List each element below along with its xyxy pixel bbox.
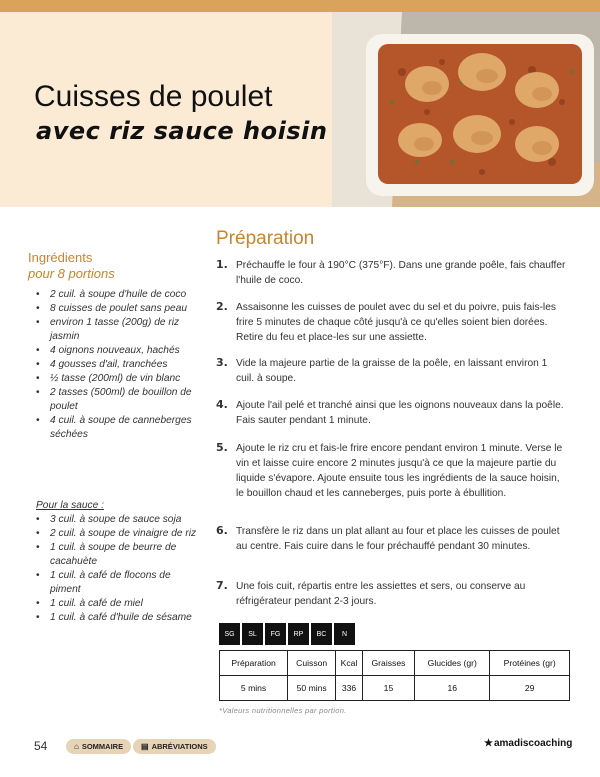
step-number: 6. [216, 524, 228, 537]
recipe-title: Cuisses de poulet [34, 80, 273, 113]
nutrition-value-row [220, 676, 570, 701]
step-number: 2. [216, 300, 228, 313]
nutrition-header: Graisses [362, 651, 414, 676]
ingredient-item: • 8 cuisses de poulet sans peau [30, 302, 200, 316]
abbreviations-label: ABRÉVIATIONS [151, 742, 208, 751]
ingredient-item: • ½ tasse (200ml) de vin blanc [30, 372, 200, 386]
recipe-photo [332, 12, 600, 207]
star-icon: ★ [484, 738, 493, 749]
step-number: 4. [216, 398, 228, 411]
step-text: Une fois cuit, répartis entre les assiettes et sers, ou conserve au réfrigérateur pendant 2-3 jours. [236, 581, 526, 607]
diet-tag: SL [242, 623, 263, 645]
summary-button[interactable] [66, 739, 131, 754]
nutrition-value: 29 [490, 676, 570, 701]
nutrition-header: Kcal [336, 651, 363, 676]
sauce-ingredients-list [30, 513, 200, 625]
nutrition-value: 16 [415, 676, 490, 701]
diet-tag: BC [311, 623, 332, 645]
top-accent-bar [0, 0, 600, 12]
nutrition-header: Cuisson [288, 651, 336, 676]
nutrition-header: Protéines (gr) [490, 651, 570, 676]
recipe-subtitle: avec riz sauce hoisin [36, 117, 328, 145]
step-number: 3. [216, 356, 228, 369]
diet-tag: N [334, 623, 355, 645]
home-icon: ⌂ [74, 742, 79, 751]
diet-tag: RP [288, 623, 309, 645]
step-text: Ajoute l'ail pelé et tranché ainsi que les oignons nouveaux dans la poêle. Fais sauter pendant 1 minute. [236, 400, 564, 426]
ingredients-title: Ingrédients [28, 250, 93, 265]
sauce-ingredient-item: • 3 cuil. à soupe de sauce soja [30, 513, 200, 527]
nutrition-value: 15 [362, 676, 414, 701]
sauce-ingredient-item: • 1 cuil. à café d'huile de sésame [30, 611, 200, 625]
ingredient-item: • 4 gousses d'ail, tranchées [30, 358, 200, 372]
sauce-label: Pour la sauce : [36, 500, 104, 511]
abbreviations-button[interactable] [133, 739, 216, 754]
sauce-ingredient-item: • 1 cuil. à café de miel [30, 597, 200, 611]
nutrition-value: 336 [336, 676, 363, 701]
ingredient-item: • environ 1 tasse (200g) de riz jasmin [30, 316, 200, 344]
nutrition-header-row [220, 651, 570, 676]
ingredients-list [30, 288, 200, 442]
ingredients-portions: pour 8 portions [28, 266, 115, 281]
nutrition-value: 5 mins [220, 676, 288, 701]
brand-name: amadiscoaching [493, 738, 573, 749]
nutrition-value: 50 mins [288, 676, 336, 701]
diet-tag: FG [265, 623, 286, 645]
step-number: 1. [216, 258, 228, 271]
step-text: Ajoute le riz cru et fais-le frire encore pendant environ 1 minute. Verse le vin et laisse cuire encore 2 minutes jusqu'à ce que la majeure partie du liquide s'évapore. Ajoute ensuite tous les ingrédients de la sauce hoisin, le bouillon chaud et les canneberges, puis porte à ébullition. [236, 443, 563, 499]
step-text: Transfère le riz dans un plat allant au four et place les cuisses de poulet au centre. Fais cuire dans le four préchauffé pendant 30 minutes. [236, 526, 560, 552]
step-text: Assaisonne les cuisses de poulet avec du sel et du poivre, puis fais-les frire 5 minutes de chaque côté jusqu'à ce qu'elles soient bien dorées. Retire du feu et place-les sur une assiette. [236, 302, 556, 343]
book-icon: ▤ [141, 742, 149, 751]
brand-logo [484, 738, 572, 749]
summary-label: SOMMAIRE [81, 742, 124, 751]
diet-tag: SG [219, 623, 240, 645]
nutrition-table [219, 650, 570, 701]
ingredient-item: • 2 tasses (500ml) de bouillon de poulet [30, 386, 200, 414]
nutrition-header: Glucides (gr) [415, 651, 490, 676]
step-number: 5. [216, 441, 228, 454]
step-number: 7. [216, 579, 228, 592]
sauce-ingredient-item: • 2 cuil. à soupe de vinaigre de riz [30, 527, 200, 541]
sauce-ingredient-item: • 1 cuil. à soupe de beurre de cacahuète [30, 541, 200, 569]
nutrition-header: Préparation [220, 651, 288, 676]
diet-tags [219, 623, 357, 645]
ingredient-item: • 4 cuil. à soupe de canneberges séchées [30, 414, 200, 442]
ingredient-item: • 2 cuil. à soupe d'huile de coco [30, 288, 200, 302]
preparation-title: Préparation [216, 228, 315, 249]
step-text: Vide la majeure partie de la graisse de la poêle, en laissant environ 1 cuil. à soupe. [236, 358, 548, 384]
nutrition-note: *Valeurs nutritionnelles par portion. [219, 706, 347, 715]
sauce-ingredient-item: • 1 cuil. à café de flocons de piment [30, 569, 200, 597]
page-number: 54 [34, 739, 48, 753]
ingredient-item: • 4 oignons nouveaux, hachés [30, 344, 200, 358]
step-text: Préchauffe le four à 190°C (375°F). Dans une grande poêle, fais chauffer l'huile de coco. [236, 260, 566, 286]
